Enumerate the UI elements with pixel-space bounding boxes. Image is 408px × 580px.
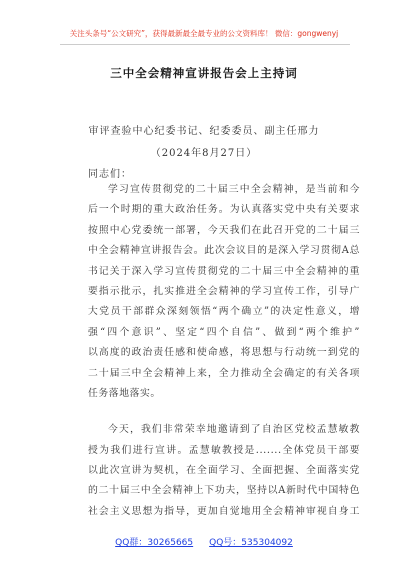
paragraph-line: 中全会精神宣讲报告会。此次会议目的是深入学习贯彻A总 [88,245,360,257]
document-title: 三中全会精神宣讲报告会上主持词 [110,66,298,80]
paragraph-line: 按照中心党委统一部署，今天我们在此召开党的二十届三 [88,224,360,236]
paragraph-line: 社会主义思想为指导，更加自觉地用全会精神审视自身工 [88,505,360,517]
paragraph-line: 后一个时期的重大政治任务。为认真落实党中央有关要求 [88,204,360,216]
footer [0,535,408,548]
paragraph-line: 要指示批示，扎实推进全会精神的学习宣传工作，引导广 [88,285,360,297]
date-line: （2024年8月27日） [150,148,258,159]
paragraph-line: 强“四个意识”、坚定“四个自信”、做到“两个维护” [88,326,360,338]
paragraph-line: 二十届三中全会精神上来，全力推动全会确定的有关各项 [88,367,360,379]
paragraph-line: 今天，我们非常荣幸地邀请到了自治区党校孟慧敏教 [108,424,360,436]
paragraph-line: 的二十届三中全会精神上下功夫，坚持以A新时代中国特色 [88,485,360,497]
paragraph-line: 以此次宣讲为契机，在全面学习、全面把握、全面落实党 [88,465,360,477]
paragraph-gap [88,404,360,420]
paragraph-line: 任务落地落实。 [88,387,161,399]
document-body [88,180,360,522]
qq-group-link[interactable]: QQ群：30265665 [115,538,194,548]
paragraph-line: 大党员干部群众深刻领悟“两个确立”的决定性意义，增 [88,306,360,318]
paragraph-line: 以高度的政治责任感和使命感，将思想与行动统一到党的 [88,347,360,359]
paragraph-line: 学习宣传贯彻党的二十届三中全会精神，是当前和今 [108,184,360,195]
header-divider [60,44,350,45]
paragraph-line: 授为我们进行宣讲。孟慧敏教授是.......全体党员干部要 [88,444,360,456]
header-banner: 关注头条号“公文研究”，获得最新最全最专业的公文资料库！ 微信：gongwenyj [69,29,339,38]
paragraph-line: 书记关于深入学习宣传贯彻党的二十届三中全会精神的重 [88,265,360,277]
salutation: 同志们： [88,169,132,180]
speaker-line: 审评查验中心纪委书记、纪委委员、副主任邢力 [88,126,320,137]
qq-number-link[interactable]: QQ号：535304092 [209,538,293,548]
